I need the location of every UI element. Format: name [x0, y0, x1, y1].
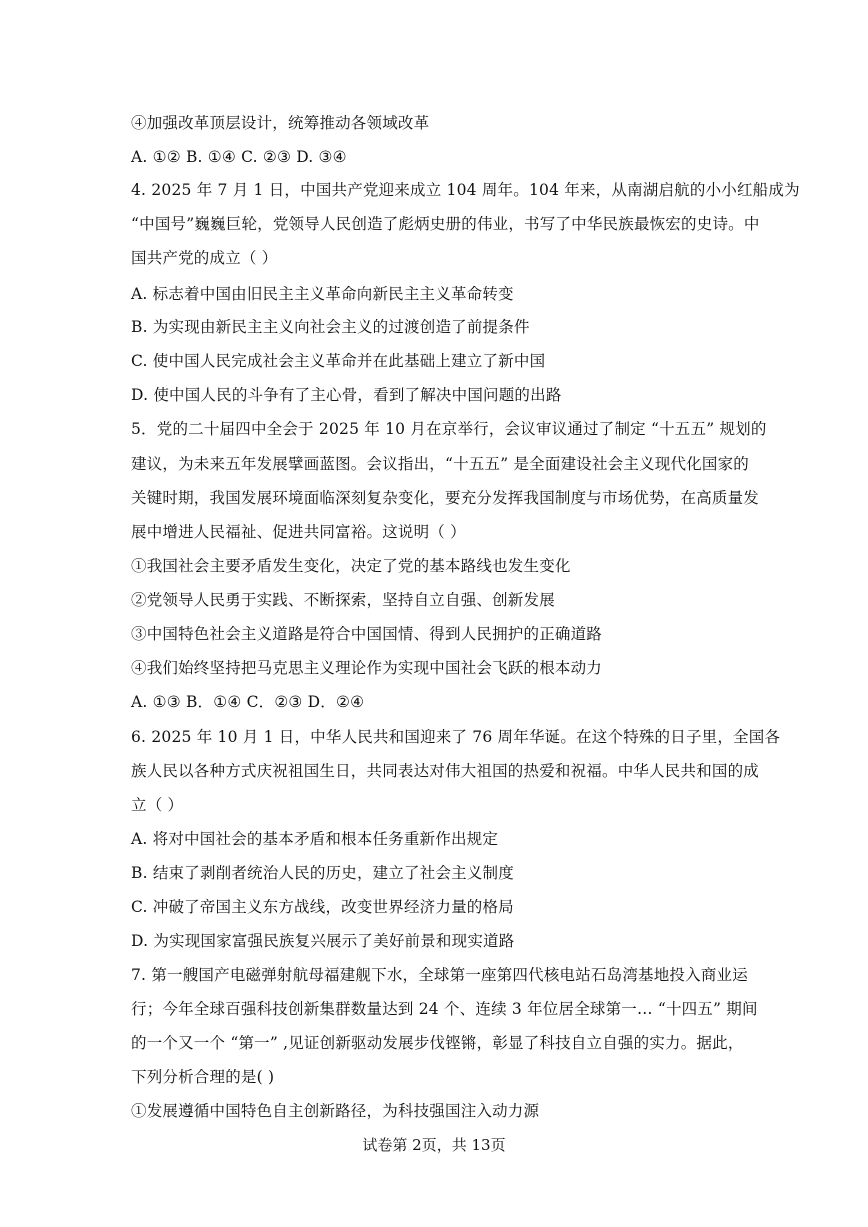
text-line: “中国号”巍巍巨轮，党领导人民创造了彪炳史册的伟业，书写了中华民族最恢宏的史诗。中 [131, 215, 760, 233]
text-line: 展中增进人民福祉、促进共同富裕。这说明（ ） [131, 523, 466, 541]
text-line: C. 冲破了帝国主义东方战线，改变世界经济力量的格局 [131, 898, 514, 916]
page-footer: 试卷第 2页，共 13页 [362, 1136, 506, 1154]
text-line: ④我们始终坚持把马克思主义理论作为实现中国社会飞跃的根本动力 [131, 659, 603, 677]
text-line: 6. 2025 年 10 月 1 日，中华人民共和国迎来了 76 周年华诞。在这个特殊的日子里，全国各 [131, 728, 781, 746]
text-line: A. 将对中国社会的基本矛盾和根本任务重新作出规定 [131, 830, 499, 848]
text-line: 的一个又一个 “第一” ,见证创新驱动发展步伐铿锵，彰显了科技自立自强的实力。据此， [131, 1034, 744, 1052]
text-line: 行；今年全球百强科技创新集群数量达到 24 个、连续 3 年位居全球第一… “十四五” 期间 [131, 1000, 758, 1018]
text-line: B. 结束了剥削者统治人民的历史，建立了社会主义制度 [131, 864, 514, 882]
text-line: D. 使中国人民的斗争有了主心骨，看到了解决中国问题的出路 [131, 386, 562, 404]
text-line: ①我国社会主要矛盾发生变化，决定了党的基本路线也发生变化 [131, 557, 571, 575]
text-line: A. ①③ B．①④ C．②③ D．②④ [131, 693, 365, 711]
text-line: 4. 2025 年 7 月 1 日，中国共产党迎来成立 104 周年。104 年来，从南湖启航的小小红船成为 [131, 181, 800, 199]
text-line: 立（ ） [131, 796, 184, 814]
text-line: 族人民以各种方式庆祝祖国生日，共同表达对伟大祖国的热爱和祝福。中华人民共和国的成 [131, 762, 760, 780]
text-line: A. 标志着中国由旧民主主义革命向新民主主义革命转变 [131, 285, 514, 303]
text-line: ④加强改革顶层设计，统筹推动各领域改革 [131, 114, 430, 132]
text-line: 国共产党的成立（ ） [131, 249, 278, 267]
text-line: 建议，为未来五年发展擘画蓝图。会议指出，“十五五” 是全面建设社会主义现代化国家的 [131, 455, 749, 473]
text-line: ②党领导人民勇于实践、不断探索，坚持自立自强、创新发展 [131, 591, 555, 609]
text-line: A. ①② B. ①④ C. ②③ D. ③④ [131, 148, 347, 166]
text-line: ①发展遵循中国特色自主创新路径，为科技强国注入动力源 [131, 1102, 540, 1120]
text-line: D. 为实现国家富强民族复兴展示了美好前景和现实道路 [131, 932, 515, 950]
text-line: 7. 第一艘国产电磁弹射航母福建舰下水，全球第一座第四代核电站石岛湾基地投入商业运 [131, 966, 748, 984]
text-line: C. 使中国人民完成社会主义革命并在此基础上建立了新中国 [131, 352, 546, 370]
text-line: 关键时期，我国发展环境面临深刻复杂变化，要充分发挥我国制度与市场优势，在高质量发 [131, 489, 760, 507]
text-line: B. 为实现由新民主主义向社会主义的过渡创造了前提条件 [131, 318, 530, 336]
text-line: 5．党的二十届四中全会于 2025 年 10 月在京举行，会议审议通过了制定 “十五五” 规划的 [131, 420, 767, 438]
text-line: 下列分析合理的是( ) [131, 1068, 275, 1086]
text-line: ③中国特色社会主义道路是符合中国国情、得到人民拥护的正确道路 [131, 625, 603, 643]
